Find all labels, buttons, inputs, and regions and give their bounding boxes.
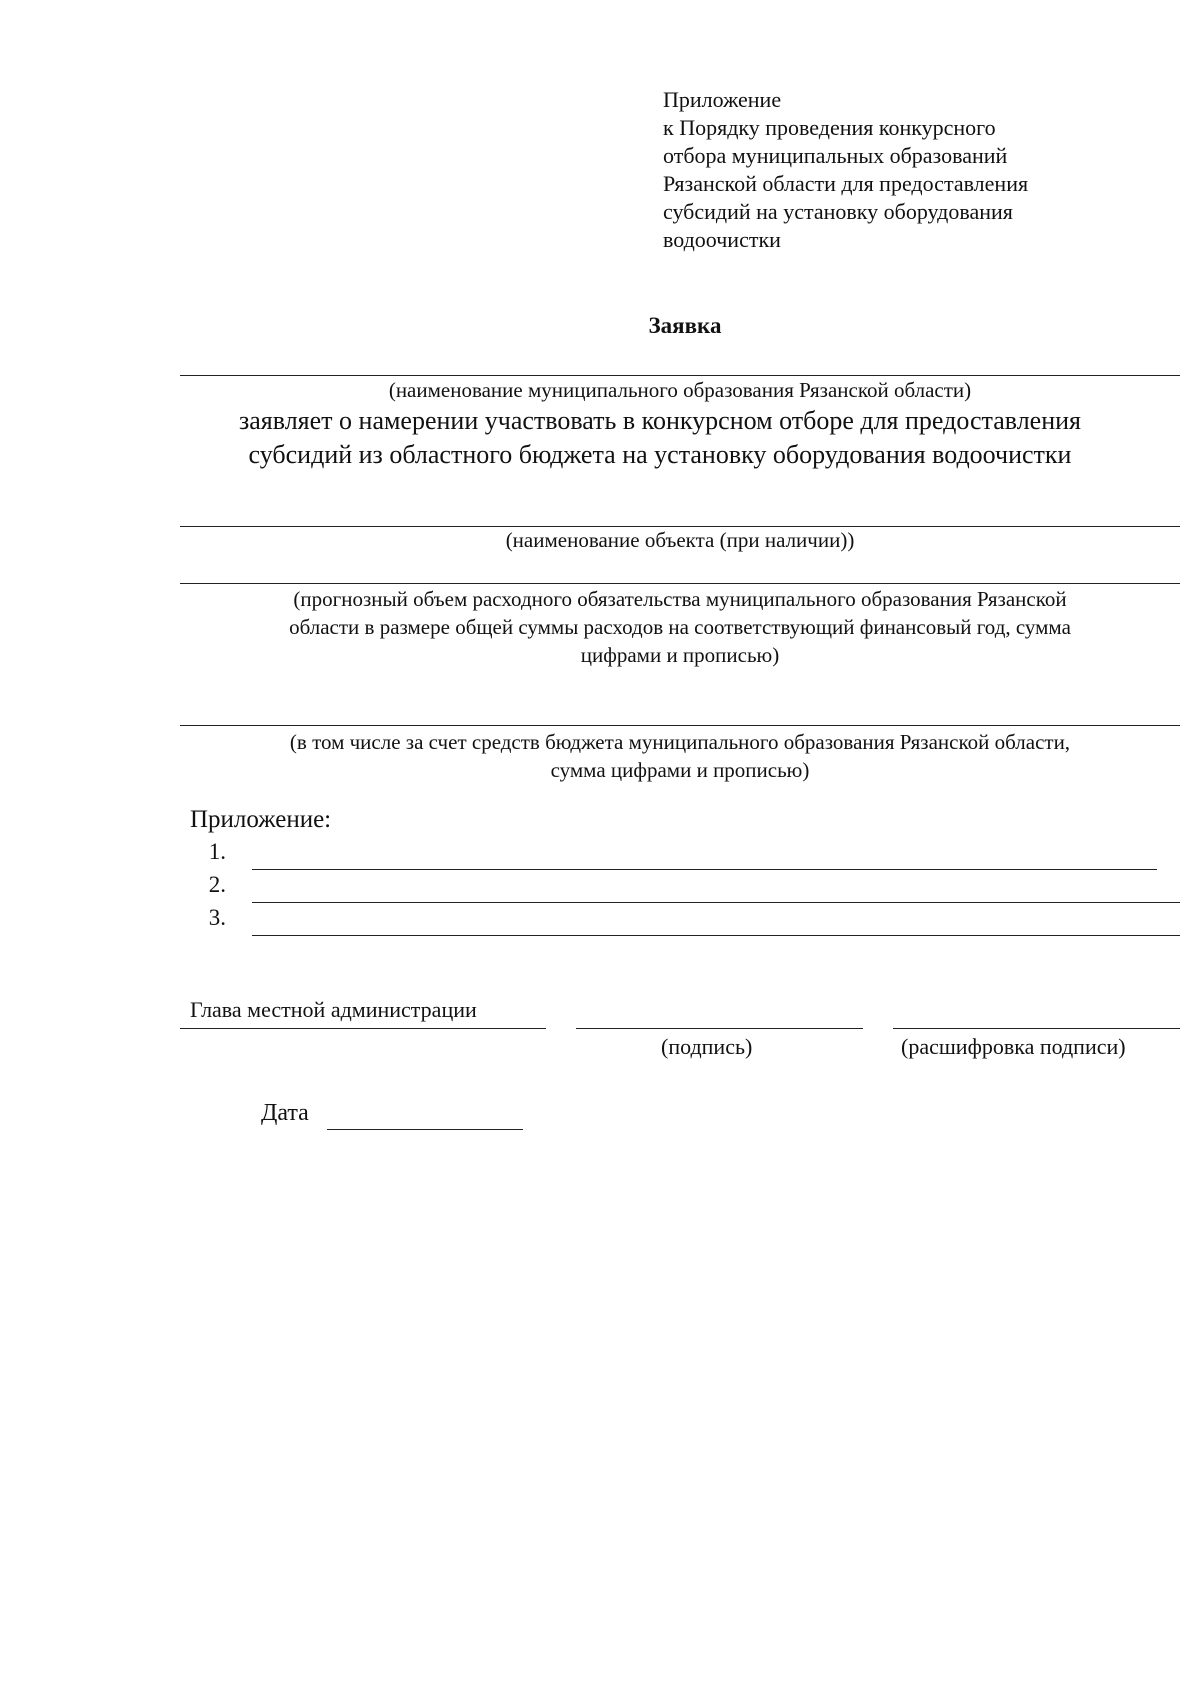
statement-line: заявляет о намерении участвовать в конкурсном отборе для предоставления	[238, 406, 1082, 435]
appendix-header-line: отбора муниципальных образований	[663, 143, 1008, 168]
municipality-caption: (наименование муниципального образования Рязанской области)	[388, 378, 972, 402]
attachment-field-1[interactable]	[252, 869, 1157, 870]
local-budget-caption-line: (в том числе за счет средств бюджета муниципального образования Рязанской области,	[289, 730, 1071, 754]
signature-decoding-field[interactable]	[893, 1028, 1180, 1029]
signature-decoding-caption: (расшифровка подписи)	[901, 1034, 1126, 1059]
expense-amount-field[interactable]	[180, 583, 1180, 584]
expense-caption-line: области в размере общей суммы расходов на соответствующий финансовый год, сумма	[289, 615, 1071, 639]
signer-label: Глава местной администрации	[190, 997, 477, 1022]
appendix-header-line: субсидий на установку оборудования	[663, 199, 1013, 224]
appendix-header-line: Рязанской области для предоставления	[663, 171, 1029, 196]
signer-name-line	[180, 1028, 546, 1029]
attachments-title: Приложение:	[190, 806, 332, 833]
appendix-header-line: водоочистки	[663, 227, 781, 252]
statement-text	[180, 404, 1140, 472]
expense-caption-line: цифрами и прописью)	[580, 643, 780, 667]
signature-caption: (подпись)	[661, 1034, 753, 1059]
appendix-header-line: к Порядку проведения конкурсного	[663, 115, 996, 140]
signature-field[interactable]	[576, 1028, 863, 1029]
date-label: Дата	[261, 1100, 309, 1126]
attachment-number: 1.	[208, 839, 226, 864]
appendix-header	[663, 86, 1143, 254]
municipality-name-field[interactable]	[180, 375, 1180, 376]
local-budget-caption-line: сумма цифрами и прописью)	[550, 758, 810, 782]
date-field[interactable]	[327, 1129, 523, 1130]
local-budget-field[interactable]	[180, 725, 1180, 726]
attachment-field-3[interactable]	[252, 935, 1180, 936]
statement-line: субсидий из областного бюджета на установку оборудования водоочистки	[248, 440, 1072, 469]
document-title: Заявка	[648, 313, 722, 338]
attachment-field-2[interactable]	[252, 902, 1180, 903]
attachment-number: 2.	[208, 872, 226, 897]
attachment-number: 3.	[208, 905, 226, 930]
appendix-header-line: Приложение	[663, 87, 782, 112]
expense-caption-line: (прогнозный объем расходного обязательства муниципального образования Рязанской	[293, 587, 1067, 611]
object-caption: (наименование объекта (при наличии))	[505, 528, 855, 552]
